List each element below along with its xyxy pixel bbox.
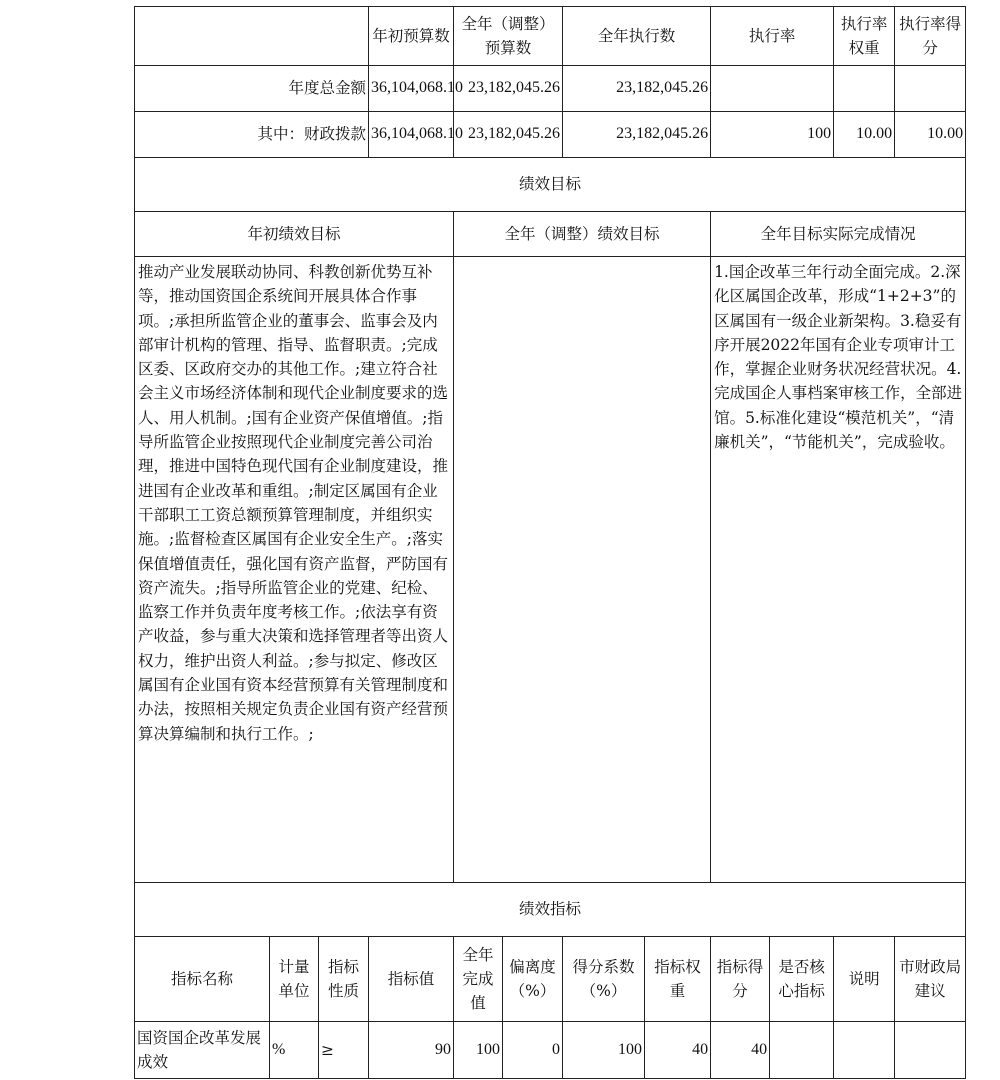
goals-section-title: 绩效目标 xyxy=(135,158,966,212)
indicator-nature: ≥ xyxy=(319,1022,369,1079)
indicator-header-score: 指标得分 xyxy=(711,937,770,1022)
goals-header-initial: 年初绩效目标 xyxy=(135,212,454,257)
budget-header-row xyxy=(135,7,966,66)
indicators-header-row xyxy=(135,937,966,1022)
budget-header-initial: 年初预算数 xyxy=(369,7,454,66)
goals-adjusted-text xyxy=(454,257,711,883)
goals-actual-text: 1.国企改革三年行动全面完成。2.深化区属国企改革，形成“1+2+3”的区属国有一级企业新架构。3.稳妥有序开展2022年国有企业专项审计工作，掌握企业财务状况经营状况。4.完成国企人事档案审核工作，全部进馆。5.标准化建设“模范机关”，“清廉机关”，“节能机关”，完成验收。 xyxy=(711,257,966,883)
goals-section-row xyxy=(135,158,966,212)
budget-initial-value: 36,104,068.10 xyxy=(369,66,454,112)
indicator-name: 国资国企改革发展成效 xyxy=(135,1022,270,1079)
budget-row-label: 其中：财政拨款 xyxy=(135,112,369,158)
indicator-deviation: 0 xyxy=(503,1022,563,1079)
budget-score-value: 10.00 xyxy=(895,112,966,158)
indicator-header-weight: 指标权重 xyxy=(645,937,711,1022)
indicator-note xyxy=(834,1022,895,1079)
budget-weight-value xyxy=(834,66,895,112)
budget-executed-value: 23,182,045.26 xyxy=(563,66,711,112)
goals-header-actual: 全年目标实际完成情况 xyxy=(711,212,966,257)
budget-rate-value: 100 xyxy=(711,112,834,158)
indicator-advice xyxy=(895,1022,966,1079)
indicator-unit: % xyxy=(270,1022,319,1079)
budget-header-executed: 全年执行数 xyxy=(563,7,711,66)
budget-adjusted-value: 23,182,045.26 xyxy=(454,112,563,158)
indicator-row xyxy=(135,1022,966,1079)
budget-header-rate: 执行率 xyxy=(711,7,834,66)
indicators-section-row xyxy=(135,883,966,937)
indicator-header-advice: 市财政局建议 xyxy=(895,937,966,1022)
budget-header-empty xyxy=(135,7,369,66)
performance-table xyxy=(134,6,966,1079)
indicator-header-name: 指标名称 xyxy=(135,937,270,1022)
indicator-score: 40 xyxy=(711,1022,770,1079)
budget-rate-value xyxy=(711,66,834,112)
indicator-header-note: 说明 xyxy=(834,937,895,1022)
budget-score-value xyxy=(895,66,966,112)
budget-row-label: 年度总金额 xyxy=(135,66,369,112)
budget-initial-value: 36,104,068.10 xyxy=(369,112,454,158)
budget-row-fiscal xyxy=(135,112,966,158)
indicator-core xyxy=(770,1022,834,1079)
indicator-done: 100 xyxy=(454,1022,503,1079)
indicator-header-deviation: 偏离度（%） xyxy=(503,937,563,1022)
indicator-header-coef: 得分系数（%） xyxy=(563,937,645,1022)
goals-header-row xyxy=(135,212,966,257)
indicator-header-core: 是否核心指标 xyxy=(770,937,834,1022)
goals-header-adjusted: 全年（调整）绩效目标 xyxy=(454,212,711,257)
budget-header-score: 执行率得分 xyxy=(895,7,966,66)
goals-initial-text: 推动产业发展联动协同、科教创新优势互补等，推动国资国企系统间开展具体合作事项。;承担所监管企业的董事会、监事会及内部审计机构的管理、指导、监督职责。;完成区委、区政府交办的其他工作。;建立符合社会主义市场经济体制和现代企业制度要求的选人、用人机制。;国有企业资产保值增值。;指导所监管企业按照现代企业制度完善公司治理，推进中国特色现代国有企业制度建设，推进国有企业改革和重组。;制定区属国有企业干部职工工资总额预算管理制度，并组织实施。;监督检查区属国有企业安全生产。;落实保值增值责任，强化国有资产监督，严防国有资产流失。;指导所监管企业的党建、纪检、监察工作并负责年度考核工作。;依法享有资产收益，参与重大决策和选择管理者等出资人权力，维护出资人利益。;参与拟定、修改区属国有企业国有资本经营预算有关管理制度和办法，按照相关规定负责企业国有资产经营预算决算编制和执行工作。; xyxy=(135,257,454,883)
indicator-value: 90 xyxy=(369,1022,454,1079)
indicator-weight: 40 xyxy=(645,1022,711,1079)
indicator-header-nature: 指标性质 xyxy=(319,937,369,1022)
budget-header-adjusted: 全年（调整）预算数 xyxy=(454,7,563,66)
budget-executed-value: 23,182,045.26 xyxy=(563,112,711,158)
goals-content-row xyxy=(135,257,966,883)
budget-row-total xyxy=(135,66,966,112)
indicator-header-done: 全年完成值 xyxy=(454,937,503,1022)
indicators-section-title: 绩效指标 xyxy=(135,883,966,937)
indicator-header-unit: 计量单位 xyxy=(270,937,319,1022)
indicator-coef: 100 xyxy=(563,1022,645,1079)
indicator-header-value: 指标值 xyxy=(369,937,454,1022)
budget-adjusted-value: 23,182,045.26 xyxy=(454,66,563,112)
budget-weight-value: 10.00 xyxy=(834,112,895,158)
budget-header-weight: 执行率权重 xyxy=(834,7,895,66)
